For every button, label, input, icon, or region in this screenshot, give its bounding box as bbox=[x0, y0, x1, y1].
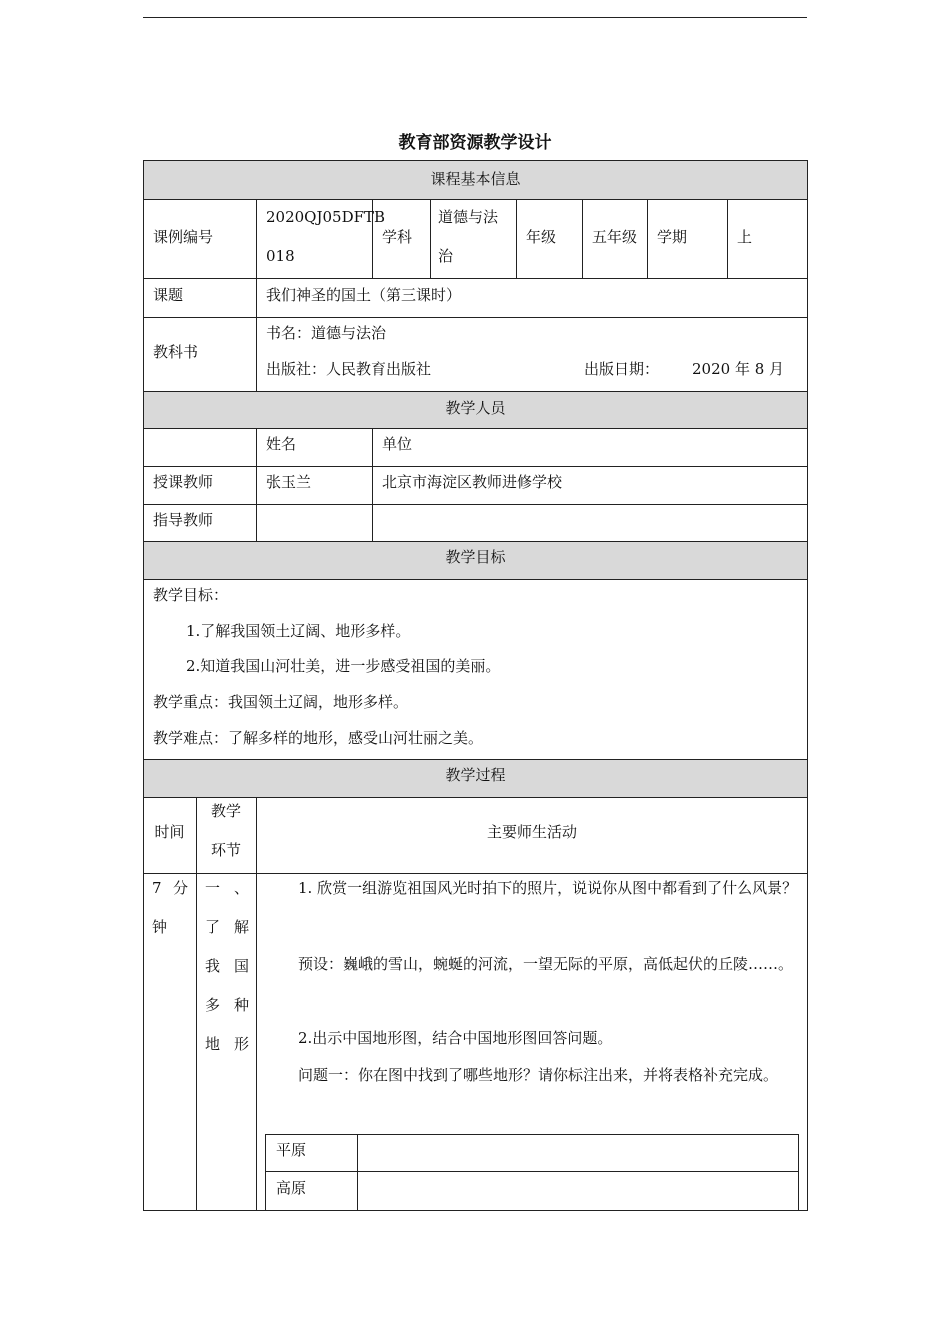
staff-unit-header: 单位 bbox=[382, 435, 413, 453]
course-code-label: 课例编号 bbox=[153, 228, 214, 246]
subject-value-line1: 道德与法 bbox=[438, 208, 499, 226]
teacher-label: 授课教师 bbox=[153, 473, 214, 491]
activity-para-4: 问题一：你在图中找到了哪些地形？请你标注出来，并将表格补充完成。 bbox=[298, 1066, 779, 1084]
teacher-name: 张玉兰 bbox=[266, 473, 312, 491]
header-rule bbox=[143, 17, 807, 18]
goal-item-1: 1.了解我国领土辽阔、地形多样。 bbox=[186, 622, 411, 640]
topic-value: 我们神圣的国土（第三课时） bbox=[266, 286, 462, 304]
col-activity: 主要师生活动 bbox=[486, 823, 577, 841]
document-title: 教育部资源教学设计 bbox=[398, 133, 552, 153]
activity-para-1: 1. 欣赏一组游览祖国风光时拍下的照片，说说你从图中都看到了什么风景？ bbox=[298, 879, 798, 897]
staff-name-header: 姓名 bbox=[266, 435, 297, 453]
advisor-label: 指导教师 bbox=[153, 511, 214, 529]
col-stage: 教学环节 bbox=[210, 802, 241, 859]
section-title-goals: 教学目标 bbox=[445, 548, 506, 566]
pub-date-label: 出版日期： bbox=[584, 360, 660, 378]
goals-heading: 教学目标： bbox=[153, 586, 229, 604]
subject-value-line2: 治 bbox=[438, 247, 454, 265]
col-time: 时间 bbox=[154, 823, 185, 841]
difficulty: 教学难点：了解多样的地形，感受山河壮丽之美。 bbox=[153, 729, 484, 747]
teacher-unit: 北京市海淀区教师进修学校 bbox=[382, 473, 563, 491]
term-label: 学期 bbox=[657, 228, 688, 246]
textbook-label: 教科书 bbox=[153, 343, 199, 361]
activity-para-3: 2.出示中国地形图，结合中国地形图回答问题。 bbox=[298, 1029, 613, 1047]
terrain-table bbox=[265, 1134, 799, 1211]
grade-value: 五年级 bbox=[592, 228, 638, 246]
goal-item-2: 2.知道我国山河壮美，进一步感受祖国的美丽。 bbox=[186, 657, 501, 675]
section-title-process: 教学过程 bbox=[445, 766, 506, 784]
course-code-line2: 018 bbox=[266, 247, 295, 265]
topic-label: 课题 bbox=[153, 286, 184, 304]
row1-stage: 一、了解我国多种地形 bbox=[205, 879, 249, 1053]
key-point: 教学重点：我国领土辽阔，地形多样。 bbox=[153, 693, 409, 711]
course-code-line1: 2020QJ05DFTB bbox=[266, 208, 386, 226]
book-name: 书名：道德与法治 bbox=[266, 324, 387, 342]
pub-date-value: 2020 年 8 月 bbox=[692, 360, 785, 378]
term-value: 上 bbox=[737, 228, 753, 246]
subject-label: 学科 bbox=[382, 228, 413, 246]
grade-label: 年级 bbox=[526, 228, 557, 246]
section-title-staff: 教学人员 bbox=[445, 399, 506, 417]
section-title-basic: 课程基本信息 bbox=[430, 170, 521, 188]
publisher: 出版社：人民教育出版社 bbox=[266, 360, 432, 378]
terrain-row-label: 高原 bbox=[276, 1179, 307, 1197]
row1-time: 7 分钟 bbox=[152, 879, 188, 936]
terrain-row-label: 平原 bbox=[276, 1141, 307, 1159]
activity-para-2: 预设：巍峨的雪山，蜿蜒的河流，一望无际的平原，高低起伏的丘陵……。 bbox=[298, 955, 794, 973]
